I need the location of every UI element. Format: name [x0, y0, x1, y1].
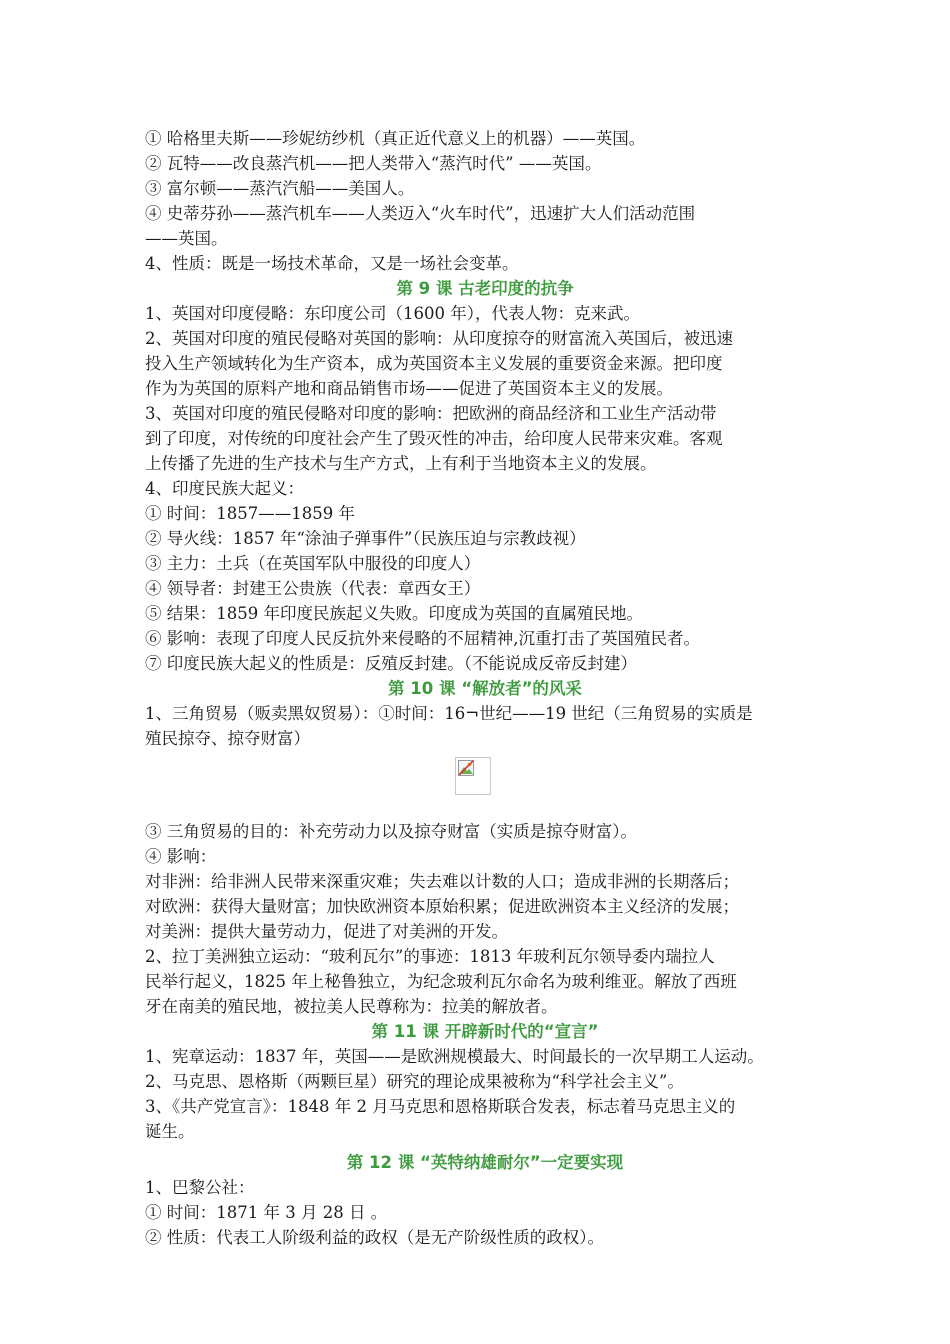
- text-line: ⑦ 印度民族大起义的性质是：反殖反封建。（不能说成反帝反封建）: [145, 654, 637, 673]
- text-line: ② 瓦特——改良蒸汽机——把人类带入“蒸汽时代” ——英国。: [145, 154, 602, 173]
- text-line: 诞生。: [145, 1122, 195, 1141]
- text-line: 对非洲：给非洲人民带来深重灾难；失去难以计数的人口；造成非洲的长期落后；: [145, 872, 739, 891]
- text-line: ② 导火线：1857 年“涂油子弹事件”（民族压迫与宗教歧视）: [145, 529, 586, 548]
- text-line: 上传播了先进的生产技术与生产方式，上有利于当地资本主义的发展。: [145, 454, 657, 473]
- text-line: 牙在南美的殖民地，被拉美人民尊称为：拉美的解放者。: [145, 997, 558, 1016]
- text-line: 殖民掠夺、掠夺财富）: [145, 729, 310, 748]
- text-line: ① 哈格里夫斯——珍妮纺纱机（真正近代意义上的机器）——英国。: [145, 129, 646, 148]
- document-page: [145, 126, 825, 1250]
- lesson-12-heading: 第 12 课 “英特纳雄耐尔”一定要实现: [346, 1153, 624, 1172]
- text-line: 4、性质：既是一场技术革命，又是一场社会变革。: [145, 254, 519, 273]
- text-line: 对欧洲：获得大量财富；加快欧洲资本原始积累；促进欧洲资本主义经济的发展；: [145, 897, 739, 916]
- text-line: ④ 影响：: [145, 847, 217, 866]
- text-line: 4、印度民族大起义：: [145, 479, 304, 498]
- broken-image-glyph: [458, 760, 474, 776]
- text-line: ⑤ 结果：1859 年印度民族起义失败。印度成为英国的直属殖民地。: [145, 604, 643, 623]
- lesson-11-section: [145, 1019, 825, 1144]
- broken-image-icon: [455, 757, 491, 795]
- image-placeholder-row: [145, 751, 825, 819]
- text-line: ⑥ 影响：表现了印度人民反抗外来侵略的不屈精神,沉重打击了英国殖民者。: [145, 629, 700, 648]
- lesson-10-section: [145, 676, 825, 1019]
- text-line: 1、三角贸易（贩卖黑奴贸易）：①时间：16¬世纪——19 世纪（三角贸易的实质是: [145, 704, 753, 723]
- text-line: 到了印度，对传统的印度社会产生了毁灭性的冲击，给印度人民带来灾难。客观: [145, 429, 723, 448]
- lesson-9-heading: 第 9 课 古老印度的抗争: [396, 279, 574, 298]
- text-line: 1、巴黎公社：: [145, 1178, 255, 1197]
- section-8-tail: [145, 126, 825, 276]
- text-line: ① 时间：1857——1859 年: [145, 504, 355, 523]
- text-line: 2、马克思、恩格斯（两颗巨星）研究的理论成果被称为“科学社会主义”。: [145, 1072, 684, 1091]
- text-line: 3、《共产党宣言》：1848 年 2 月马克思和恩格斯联合发表，标志着马克思主义的: [145, 1097, 736, 1116]
- text-line: ④ 史蒂芬孙——蒸汽机车——人类迈入“火车时代”，迅速扩大人们活动范围: [145, 204, 696, 223]
- text-line: ④ 领导者：封建王公贵族（代表：章西女王）: [145, 579, 481, 598]
- text-line: ③ 三角贸易的目的：补充劳动力以及掠夺财富（实质是掠夺财富）。: [145, 822, 637, 841]
- text-line: 2、拉丁美洲独立运动：“玻利瓦尔”的事迹：1813 年玻利瓦尔领导委内瑞拉人: [145, 947, 715, 966]
- text-line: 民举行起义，1825 年上秘鲁独立，为纪念玻利瓦尔命名为玻利维亚。解放了西班: [145, 972, 737, 991]
- lesson-10-heading: 第 10 课 “解放者”的风采: [388, 679, 582, 698]
- text-line: 投入生产领域转化为生产资本，成为英国资本主义发展的重要资金来源。把印度: [145, 354, 723, 373]
- text-line: 2、英国对印度的殖民侵略对英国的影响：从印度掠夺的财富流入英国后，被迅速: [145, 329, 733, 348]
- lesson-11-heading: 第 11 课 开辟新时代的“宣言”: [371, 1022, 599, 1041]
- text-line: 对美洲：提供大量劳动力，促进了对美洲的开发。: [145, 922, 508, 941]
- text-line: 1、宪章运动：1837 年，英国——是欧洲规模最大、时间最长的一次早期工人运动。: [145, 1047, 764, 1066]
- text-line: ——英国。: [145, 229, 228, 248]
- text-line: ② 性质：代表工人阶级利益的政权（是无产阶级性质的政权）。: [145, 1228, 604, 1247]
- text-line: 3、英国对印度的殖民侵略对印度的影响：把欧洲的商品经济和工业生产活动带: [145, 404, 717, 423]
- lesson-12-section: [145, 1150, 825, 1250]
- text-line: 1、英国对印度侵略：东印度公司（1600 年），代表人物：克来武。: [145, 304, 640, 323]
- text-line: ③ 富尔顿——蒸汽汽船——美国人。: [145, 179, 415, 198]
- text-line: ③ 主力：土兵（在英国军队中服役的印度人）: [145, 554, 481, 573]
- lesson-9-section: [145, 276, 825, 676]
- text-line: ① 时间：1871 年 3 月 28 日 。: [145, 1203, 388, 1222]
- text-line: 作为为英国的原料产地和商品销售市场——促进了英国资本主义的发展。: [145, 379, 673, 398]
